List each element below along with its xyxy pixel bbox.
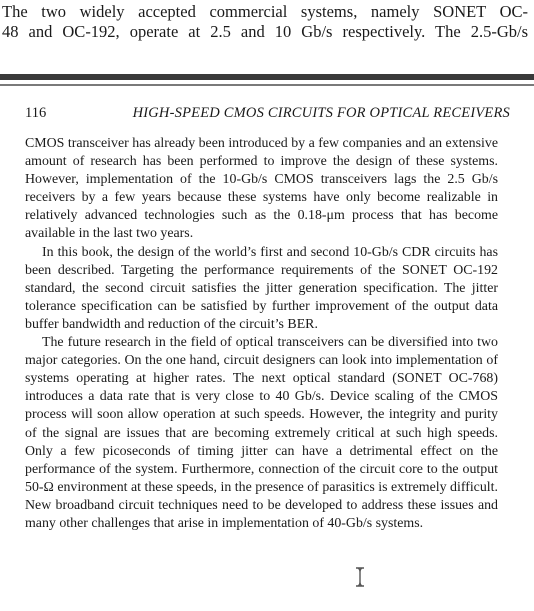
paragraph-3: The future research in the field of optical transceivers can be diversified into two major categories. On the one hand, circuit designers can look into implementation of systems operating at higher rates. The next optical standard (SONET OC-768) introduces a data rate that is very close to 40 Gb/s. Device scaling of the CMOS process will soon allow operation at such speeds. However, the integrity and purity of the signal are issues that are becoming extremely critical at such high speeds. Only a few picoseconds of timing jitter can have a detrimental effect on the performance of the system. Furthermore, connection of the circuit core to the output 50-Ω environment at these speeds, in the presence of parasitics is extremely difficult. New broadband circuit techniques need to be developed to address these issues and many other challenges that arise in implementation of 40-Gb/s systems. [25,335,498,531]
text-cursor-icon [354,567,366,587]
page-number: 116 [25,105,47,121]
paragraph-1: CMOS transceiver has already been introduced by a few companies and an extensive amount of research has been performed to improve the design of these systems. However, implementation of the 10-Gb/s CMOS transceivers lags the 2.5 Gb/s receivers by a few years because these systems have only become realizable in relatively advanced technologies such as the 0.18-μm process that has become available in the last two years. [25,136,498,242]
previous-page-fragment [0,0,534,64]
page-divider-thick [0,74,534,80]
paragraph-2: In this book, the design of the world’s first and second 10-Gb/s CDR circuits has been described. Targeting the performance requirements of the SONET OC-192 standard, the second circuit satisfies the jitter generation specification. The jitter tolerance specification can be satisfied by further improvement of the output data buffer bandwidth and reduction of the circuit’s BER. [25,244,498,332]
page-divider-thin [0,84,534,86]
previous-page-line-1: The two widely accepted commercial systems, namely SONET OC- [2,2,528,21]
chapter-running-title: HIGH-SPEED CMOS CIRCUITS FOR OPTICAL RECEIVERS [132,105,510,121]
running-head [25,103,510,123]
body-text [25,135,498,533]
previous-page-line-2: 48 and OC-192, operate at 2.5 and 10 Gb/s respectively. The 2.5-Gb/s [2,22,528,41]
